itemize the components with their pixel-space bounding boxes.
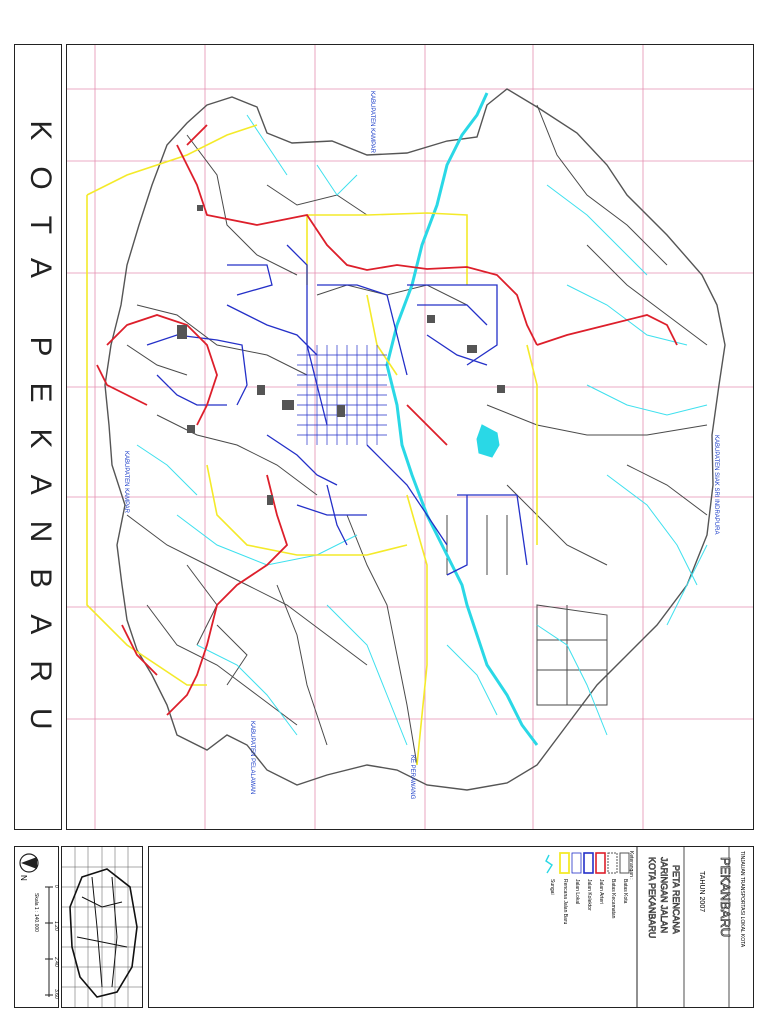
scale-tick-2: 2.40 <box>53 957 59 967</box>
overview-map <box>62 847 142 1007</box>
legend-swatch-batas-kota <box>620 853 629 873</box>
legend-city: PEKANBARU <box>718 857 733 938</box>
arterial-roads <box>97 125 677 715</box>
legend-swatch-sungai <box>546 855 552 873</box>
legend-keterangan: Keterangan : <box>628 851 634 880</box>
map-title-3: KOTA PEKANBARU <box>647 857 657 939</box>
city-map <box>67 45 753 829</box>
scale-label: Skala 1 : 140.000 <box>33 893 39 932</box>
region-label-pelalawan: KABUPATEN PELALAWAN <box>249 721 255 795</box>
north-letter: N <box>19 875 28 881</box>
overview-map-box <box>61 846 143 1008</box>
legend-label-lokal: Jalan Lokal <box>574 879 580 905</box>
map-frame <box>66 44 754 830</box>
header-small: TINJAUAN TRANSPORTASI LOKAL KOTA <box>739 851 745 948</box>
rivers <box>137 115 707 745</box>
legend-swatch-batas-kecamatan <box>608 853 617 873</box>
main-river <box>387 93 537 745</box>
local-roads <box>127 105 707 765</box>
legend-year: TAHUN 2007 <box>698 871 705 913</box>
legend-swatch-arteri <box>596 853 605 873</box>
legend-label-arteri: Jalan Arteri <box>598 879 604 905</box>
legend-label-kolektor: Jalan Kolektor <box>586 879 592 911</box>
legend-label-rencana: Rencana Jalan Baru <box>562 879 568 925</box>
scale-tick-3: 3.60 <box>53 989 59 999</box>
region-label-kampar-west: KABUPATEN KAMPAR <box>123 451 129 514</box>
legend-label-batas-kecamatan: Batas Kecamatan <box>610 879 616 919</box>
legend-panel <box>149 847 753 1007</box>
region-label-siak: KABUPATEN SIAK SRI INDRAPURA <box>713 435 719 535</box>
map-title-2: JARINGAN JALAN <box>659 857 669 934</box>
legend-label-batas-kota: Batas Kota <box>622 879 628 904</box>
legend-swatch-lokal <box>572 853 581 873</box>
legend-title-block <box>148 846 754 1008</box>
region-label-perawang: KE PERAWANG <box>409 755 415 800</box>
map-title-1: PETA RENCANA <box>671 865 681 934</box>
map-city-title: KOTA PEKANBARU <box>24 120 57 756</box>
scale-tick-0: 0 <box>53 885 59 888</box>
legend-label-sungai: Sungai <box>549 879 555 895</box>
region-label-kampar-north: KABUPATEN KAMPAR <box>369 91 375 154</box>
north-arrow-icon <box>15 847 58 1007</box>
lake <box>477 425 499 457</box>
legend-swatch-rencana <box>560 853 569 873</box>
north-scale-box <box>14 846 59 1008</box>
scale-tick-1: 1.20 <box>53 921 59 931</box>
legend-swatch-kolektor <box>584 853 593 873</box>
title-strip <box>14 44 62 830</box>
